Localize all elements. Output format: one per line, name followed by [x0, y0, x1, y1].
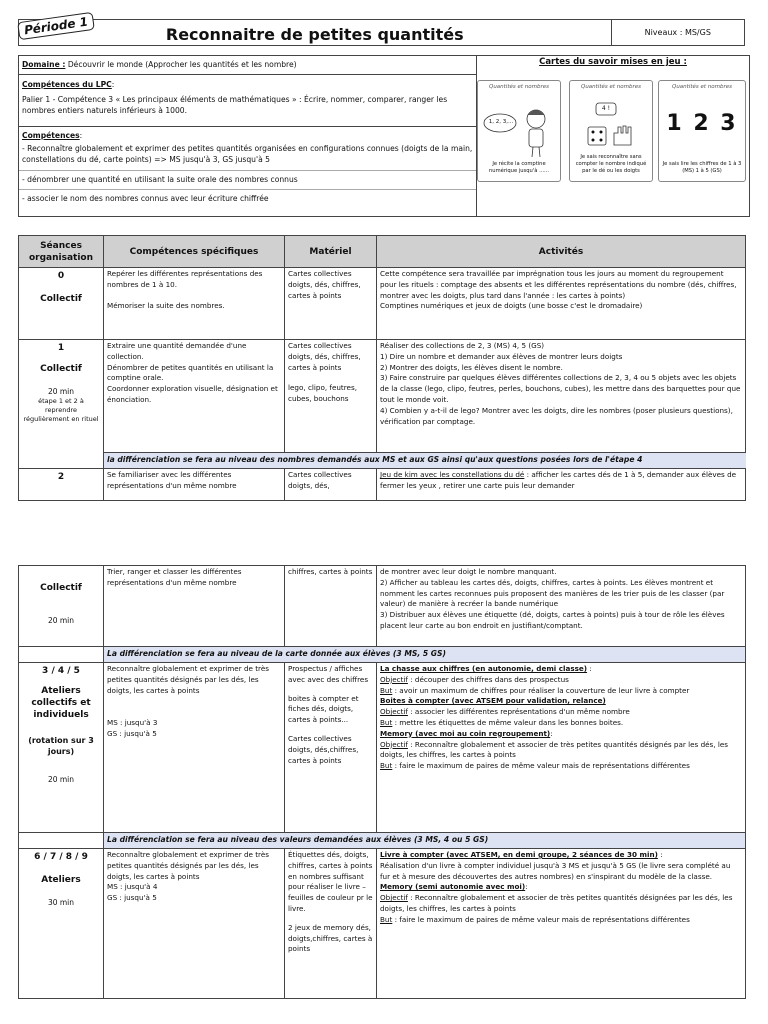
- domaine-text: Découvrir le monde (Approcher les quantités et les nombre): [67, 60, 297, 70]
- atelier-line: Objectif : associer les différentes représentations d'un même nombre: [380, 707, 630, 717]
- atelier-title: Memory (avec moi au coin regroupement):: [380, 728, 553, 738]
- card-digits: 1 2 3: [666, 111, 738, 136]
- atelier-title: Boites à compter (avec ATSEM pour validation, relance): [380, 696, 606, 706]
- page-title: Reconnaitre de petites quantités: [19, 20, 612, 46]
- table-row: [19, 340, 746, 453]
- niveaux-label: Niveaux : MS/GS: [611, 20, 744, 46]
- atelier-line: But : avoir un maximum de chiffres pour réaliser la couverture de leur livre à compter: [380, 685, 690, 695]
- activite-line: de montrer avec leur doigt le nombre manquant.: [380, 567, 557, 576]
- seance-rotation: (rotation sur 3 jours): [28, 735, 94, 756]
- table-row: [19, 566, 746, 647]
- seance-note: étape 1 et 2 à reprendre régulièrement en rituel: [23, 397, 99, 424]
- materiel-line: Cartes collectives doigts, dés, chiffres, cartes à points: [288, 341, 361, 372]
- col-header-seances: Séances organisation: [19, 236, 104, 268]
- lpc-text: Palier 1 - Compétence 3 « Les principaux éléments de mathématiques » : Écrire, nommer, comparer, ranger les nombres entiers naturels inférieurs à 1000.: [22, 95, 448, 116]
- atelier-title: Memory (semi autonomie avec moi):: [380, 882, 528, 892]
- atelier-line: But : faire le maximum de paires de même valeur mais de représentations différentes: [380, 914, 690, 924]
- seance-number: 2: [57, 472, 65, 482]
- child-reciting-icon: [478, 91, 560, 161]
- seance-number: 0: [57, 271, 65, 281]
- col-header-activites: Activités: [377, 236, 746, 268]
- differenciation-note: La différenciation se fera au niveau des valeurs demandées aux élèves (3 MS, 4 ou 5 GS): [104, 833, 746, 849]
- materiel-line: Cartes collectives doigts, dés, chiffres, cartes à points: [288, 269, 361, 300]
- activite-line: 2) Montrer des doigts, les élèves disent le nombre.: [380, 362, 563, 372]
- lpc-label: Compétences du LPC: [22, 80, 112, 89]
- col-header-materiel: Matériel: [285, 236, 377, 268]
- activite-line: 4) Combien y a-t-il de lego? Montrer avec les doigts, dire les nombres (poser plusieurs questions), vérification par comptage.: [380, 405, 733, 426]
- atelier-line: Objectif : Reconnaître globalement et associer de très petites quantités désignés par les dés, les doigts, les chiffres, les cartes à points: [380, 739, 729, 760]
- savoir-card-reconnaitre: [569, 80, 653, 182]
- seance-duree: 20 min: [47, 615, 75, 625]
- atelier-line: But : faire le maximum de paires de même valeur mais de représentations différentes: [380, 761, 690, 771]
- atelier-line: But : mettre les étiquettes de même valeur dans les bonnes boites.: [380, 717, 624, 727]
- seance-number: 3 / 4 / 5: [42, 666, 80, 676]
- activite-line: 3) Faire construire par quelques élèves différentes collections de 2, 3, 4 ou 5 objets avec les objets de la classe (lego, clipo, feutres, perles, bouchons, cubes), les mettre dans des barquettes pour que tout le monde voit.: [380, 373, 741, 404]
- atelier-title: La chasse aux chiffres (en autonomie, demi classe) :: [380, 664, 592, 673]
- card-caption: Je sais lire les chiffres de 1 à 3 (MS) 1 à 5 (GS): [662, 161, 742, 174]
- activite-line: 3) Distribuer aux élèves une étiquette (dé, doigts, cartes à points) puis à tour de rôle les élèves placent leur carte au bon endroit en justifiant/comptant.: [380, 610, 725, 630]
- seance-duree: 30 min: [47, 897, 75, 907]
- competences-cell: [19, 127, 477, 217]
- competence-line: Repérer les différentes représentations des nombres de 1 à 10.: [107, 269, 263, 289]
- competence-line: Dénombrer de petites quantités en utilisant la comptine orale.: [107, 362, 274, 383]
- table-row: [19, 469, 746, 501]
- competence-item: - associer le nom des nombres connus avec leur écriture chiffrée: [22, 193, 269, 203]
- competence-line: Coordonner exploration visuelle, désignation et énonciation.: [107, 384, 278, 404]
- savoir-card-comptine: [477, 80, 561, 182]
- card-tag: Quantités et nombres: [580, 84, 641, 90]
- competence-line: MS : jusqu'à 3: [107, 718, 158, 728]
- card-caption: Je récite la comptine numérique jusqu'à ......: [489, 161, 549, 174]
- table-row: [19, 268, 746, 340]
- lpc-cell: [19, 75, 477, 127]
- competence-line: GS : jusqu'à 5: [107, 893, 157, 903]
- seance-organisation: Collectif: [40, 363, 82, 374]
- dice-and-hand-icon: [570, 91, 652, 161]
- col-header-competences: Compétences spécifiques: [104, 236, 285, 268]
- domaine-label: Domaine :: [22, 60, 66, 70]
- competence-item: - Reconnaître globalement et exprimer des petites quantités organisées en configurations connues (doigts de la main, constellations du dé, carte points) => MS jusqu'à 3, GS jusqu'à 5: [19, 141, 476, 170]
- activite-line: 1) Dire un nombre et demander aux élèves de montrer leurs doigts: [380, 351, 623, 361]
- competence-line: Trier, ranger et classer les différentes représentations d'un même nombre: [104, 566, 285, 647]
- materiel-line: chiffres, cartes à points: [285, 566, 377, 647]
- atelier-line: Objectif : Reconnaître globalement et associer de très petites quantités désignées par les dés, les doigts, les chiffres, les cartes à points: [380, 893, 733, 913]
- lpc-colon: :: [111, 80, 115, 89]
- card-tag: Quantités et nombres: [671, 84, 732, 90]
- materiel-line: Étiquettes dés, doigts, chiffres, cartes à points en nombres suffisant pour réaliser le livre – feuilles de couleur pr le livre.: [288, 850, 373, 913]
- card-caption: Je sais reconnaître sans compter le nombre indiqué par le dé ou les doigts: [575, 154, 647, 174]
- materiel-line: boites à compter et fiches dés, doigts, cartes à points...: [288, 693, 359, 725]
- activite-line: Réaliser des collections de 2, 3 (MS) 4, 5 (GS): [380, 341, 545, 350]
- materiel-line: lego, clipo, feutres, cubes, bouchons: [288, 383, 357, 404]
- competence-line: Extraire une quantité demandée d'une collection.: [107, 341, 247, 361]
- competence-line: Se familiariser avec les différentes représentations d'un même nombre: [104, 469, 285, 501]
- materiel-line: 2 jeux de memory dés, doigts,chiffres, cartes à points: [288, 922, 373, 954]
- atelier-line: Objectif : découper des chiffres dans des prospectus: [380, 674, 569, 684]
- differenciation-note: la différenciation se fera au niveau des nombres demandés aux MS et aux GS ainsi qu'aux questions posées lors de l'étape 4: [104, 453, 746, 469]
- seance-organisation: Ateliers collectifs et individuels: [31, 685, 91, 720]
- atelier-title: Livre à compter (avec ATSEM, en demi groupe, 2 séances de 30 min) :: [380, 850, 663, 859]
- domaine-cell: [19, 56, 477, 75]
- materiel-line: Cartes collectives doigts, dés,chiffres, cartes à points: [288, 733, 359, 765]
- card-bubble: 1, 2, 3,...: [488, 119, 514, 125]
- seance-duree: 20 min: [47, 386, 75, 396]
- seance-organisation: Collectif: [40, 293, 82, 304]
- seances-table-1: [18, 235, 746, 501]
- card-bubble: 4 !: [601, 105, 611, 112]
- activite-line: Jeu de kim avec les constellations du dé : afficher les cartes dés de 1 à 5, demander aux élèves de fermer les yeux , retirer une carte puis leur demander: [377, 469, 746, 501]
- competence-line: Reconnaître globalement et exprimer de très petites quantités désignés par les dés, les doigts, les cartes à points: [107, 664, 270, 695]
- table-row: [19, 849, 746, 999]
- seances-table-2: [18, 565, 746, 999]
- seance-organisation: Collectif: [40, 583, 82, 593]
- card-tag: Quantités et nombres: [488, 84, 549, 90]
- materiel-line: Cartes collectives doigts, dés,: [285, 469, 377, 501]
- competence-line: Mémoriser la suite des nombres.: [107, 300, 225, 310]
- competence-line: Reconnaître globalement et exprimer de très petites quantités désignés par les dés, les doigts, les cartes à points: [107, 850, 270, 881]
- competence-line: MS : jusqu'à 4: [107, 882, 158, 892]
- competence-line: GS : jusqu'à 5: [107, 729, 157, 739]
- cartes-title: Cartes du savoir mises en jeu :: [539, 57, 687, 67]
- seance-number: 1: [57, 343, 65, 353]
- seance-duree: 20 min: [47, 774, 75, 784]
- table-row: [19, 663, 746, 833]
- materiel-line: Prospectus / affiches avec avec des chiffres: [288, 664, 369, 684]
- savoir-card-chiffres: [658, 80, 746, 182]
- atelier-line: Réalisation d'un livre à compter individuel jusqu'à 3 MS et jusqu'à 5 GS (le livre sera complété au fur et à mesure des découvertes des autres nombres) en s'inspirant du modèle de la classe.: [380, 860, 731, 881]
- seance-organisation: Ateliers: [41, 874, 81, 885]
- header-table: [18, 19, 745, 46]
- seance-number: 6 / 7 / 8 / 9: [34, 852, 88, 862]
- activite-line: 2) Afficher au tableau les cartes dés, doigts, chiffres, cartes à points. Les élèves montrent et nomment les cartes reconnues puis proposent des manières de les trier puis de les classer (par valeur) de manière à recréer la bande numérique: [380, 577, 725, 609]
- competences-label: Compétences: [22, 131, 80, 140]
- page-2: [0, 565, 768, 1024]
- periode-badge: Période 1: [17, 12, 95, 40]
- activite-line: Comptines numériques et jeux de doigts (une bosse c'est le dromadaire): [380, 301, 643, 311]
- differenciation-note: La différenciation se fera au niveau de la carte donnée aux élèves (3 MS, 5 GS): [104, 647, 746, 663]
- competence-item: - dénombrer une quantité en utilisant la suite orale des nombres connus: [19, 171, 476, 190]
- competences-colon: :: [79, 131, 83, 140]
- activite-line: Cette compétence sera travaillée par imprégnation tous les jours au moment du regroupement pour les rituels : comptage des absents et les différentes représentations du nombre (dés, chiffres, montrer avec les doigts, plus tard dans l'année : les cartes à points): [380, 269, 737, 300]
